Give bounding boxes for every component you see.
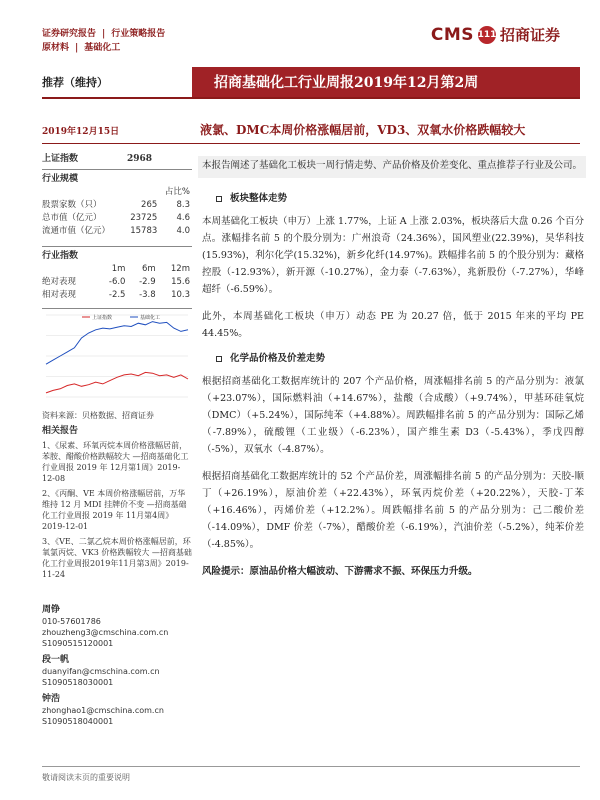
index-row xyxy=(42,152,192,167)
scale-label: 流通市值（亿元） xyxy=(42,226,111,236)
paragraph: 此外，本周基础化工板块（申万）动态 PE 为 20.27 倍，低于 2015 年来的平均 PE 44.45%。 xyxy=(202,311,584,339)
report-title-text: 招商基础化工行业周报2019年12月第2周 xyxy=(214,75,479,91)
perf-title: 行业指数 xyxy=(42,251,79,261)
table-row xyxy=(42,212,192,225)
related-item[interactable]: 1、《尿素、环氧丙烷本周价格涨幅居前，苯胺、醋酸价格跌幅较大 —招商基础化工行业周报 2019 年 12月第1周》2019-12-08 xyxy=(42,441,189,483)
company-logo xyxy=(431,24,560,45)
scale-pct: 4.0 xyxy=(176,226,190,236)
scale-value: 15783 xyxy=(130,226,158,236)
main-content xyxy=(202,156,584,580)
perf-header: 1m xyxy=(111,264,126,274)
paragraph: 根据招商基础化工数据库统计的 52 个产品价差，周涨幅排名前 5 的产品分别为：天胶-顺丁（+26.19%），原油价差（+22.43%），环氧丙烷价差（+20.22%），天胶-丁苯（+16.46%），丙烯价差（+12.2%）。周跌幅排名前 5 的产品分别为：己二酸价差（-14.09%），DMF 价差（-7%），醋酸价差（-6.19%），汽油价差（-5.2%），纯苯价差（-4.85%）。 xyxy=(202,471,584,550)
analyst-email[interactable]: zhouzheng3@cmschina.com.cn xyxy=(42,628,169,637)
footer-note: 敬请阅读末页的重要说明 xyxy=(42,773,130,782)
footer-divider xyxy=(42,766,580,767)
perf-value: -2.9 xyxy=(139,277,156,287)
related-item[interactable]: 2、《丙酮、VE 本周价格涨幅居前，万华维持 12 月 MDI 挂牌价不变 —招商基础化工行业周报 2019 年 11月第4周》2019-12-01 xyxy=(42,489,187,531)
perf-table xyxy=(42,263,192,302)
analyst-email[interactable]: duanyifan@cmschina.com.cn xyxy=(42,667,160,676)
perf-header: 6m xyxy=(141,264,156,274)
table-row xyxy=(42,263,192,276)
index-chart-svg xyxy=(42,309,192,409)
title-divider xyxy=(42,97,580,99)
subtitle-divider xyxy=(42,143,580,144)
perf-value: 10.3 xyxy=(171,290,190,300)
analyst-name: 周铮 xyxy=(42,605,61,615)
scale-value: 265 xyxy=(141,200,158,210)
scale-title: 行业规模 xyxy=(42,174,79,184)
legend-label: 基础化工 xyxy=(140,315,161,321)
summary-box xyxy=(198,156,586,178)
analyst-id: S1090518040001 xyxy=(42,717,114,726)
sidebar-divider xyxy=(42,169,192,170)
scale-pct: 8.3 xyxy=(176,200,190,210)
related-item[interactable]: 3、《VE、二氯乙烷本周价格涨幅居前，环氧氯丙烷、VK3 价格跌幅较大 —招商基础化工行业周报2019年11月第3周》2019-11-24 xyxy=(42,537,192,579)
index-value: 2968 xyxy=(126,154,152,164)
related-title: 相关报告 xyxy=(42,426,79,436)
analyst-id: S1090518030001 xyxy=(42,678,114,687)
sidebar-divider xyxy=(42,246,192,247)
risk-warning: 风险提示：原油品价格大幅波动、下游需求不振、环保压力升级。 xyxy=(202,566,478,577)
scale-label: 股票家数（只） xyxy=(42,200,102,210)
scale-table xyxy=(42,186,192,238)
legend-label: 上证指数 xyxy=(92,315,113,321)
scale-value: 23725 xyxy=(130,213,158,223)
scale-label: 总市值（亿元） xyxy=(42,213,102,223)
section-title: 化学品价格及价差走势 xyxy=(230,353,326,364)
index-chart xyxy=(42,308,192,408)
paragraph: 根据招商基础化工数据库统计的 207 个产品价格，周涨幅排名前 5 的产品分别为：液氯（+23.07%），国际燃料油（+14.67%），盐酸（合成酸）（+9.74%），甲基环硅氧烷（DMC）（+5.24%），国际纯苯（+4.88%）。周跌幅排名前 5 的产品分别为：国际乙烯（-7.89%），硫酸锂（工业级）（-6.23%），国产维生素 D3（-5.43%），季戊四醇（-5%），双氧水（-4.87%）。 xyxy=(202,376,584,455)
scale-pct: 4.6 xyxy=(176,213,190,223)
report-title xyxy=(192,67,580,97)
summary-text: 本报告阐述了基础化工板块一周行情走势、产品价格及价差变化、重点推荐子行业及公司。 xyxy=(202,160,583,171)
logo-text: CMS xyxy=(430,24,474,45)
header-tags xyxy=(42,27,165,55)
report-date: 2019年12月15日 xyxy=(42,127,120,137)
perf-value: -2.5 xyxy=(108,290,126,300)
logo-badge-icon: 111 xyxy=(478,26,496,44)
analyst-list xyxy=(42,605,192,727)
tag-report-subtype: 行业策略报告 xyxy=(111,29,166,39)
scale-header: 占比% xyxy=(164,187,190,197)
perf-label: 绝对表现 xyxy=(42,277,77,287)
perf-header: 12m xyxy=(170,264,190,274)
tag-separator: | xyxy=(75,43,79,53)
chart-source: 资料来源：贝格数据、招商证券 xyxy=(42,411,154,420)
section-heading xyxy=(216,190,584,207)
table-row xyxy=(42,186,192,199)
perf-value: 15.6 xyxy=(171,277,190,287)
tag-sector: 原材料 xyxy=(42,43,70,53)
analyst-phone: 010-57601786 xyxy=(42,617,101,626)
analyst-email[interactable]: zhonghao1@cmschina.com.cn xyxy=(42,706,164,715)
bullet-square-icon xyxy=(216,356,222,362)
perf-header xyxy=(42,263,97,276)
sidebar xyxy=(42,152,192,584)
perf-label: 相对表现 xyxy=(42,290,77,300)
chart-lines xyxy=(46,322,188,393)
section-title: 板块整体走势 xyxy=(230,193,288,204)
tag-separator: | xyxy=(102,29,106,39)
tag-report-type: 证券研究报告 xyxy=(42,29,97,39)
chart-series-line-2 xyxy=(46,322,188,365)
analyst-name: 钟浩 xyxy=(42,694,61,704)
section-heading xyxy=(216,350,584,367)
table-row xyxy=(42,276,192,289)
logo-cn-text: 招商证券 xyxy=(499,26,560,44)
index-label: 上证指数 xyxy=(42,154,79,164)
rating-label: 推荐（维持） xyxy=(42,76,108,89)
report-subtitle: 液氯、DMC本周价格涨幅居前，VD3、双氧水价格跌幅较大 xyxy=(200,123,526,137)
table-row xyxy=(42,289,192,302)
table-row xyxy=(42,225,192,238)
paragraph: 本周基础化工板块（申万）上涨 1.77%，上证 A 上涨 2.03%，板块落后大盘 0.26 个百分点。涨幅排名前 5 的个股分别为：广州浪奇（24.36%），国风塑业(22.39%)，昊华科技(15.93%)，利尔化学(15.32%)，新乡化纤(14.97%)。跌幅排名前 5 的个股分别为：藏格控股（-12.93%），新开源（-10.27%），金力泰（-7.63%），兆新股份（-7.27%），华峰超纤（-6.59%）。 xyxy=(202,216,584,295)
perf-value: -6.0 xyxy=(108,277,126,287)
table-row xyxy=(42,199,192,212)
chart-series-line-1 xyxy=(46,372,188,393)
tag-industry: 基础化工 xyxy=(84,43,121,53)
bullet-square-icon xyxy=(216,196,222,202)
analyst-id: S1090515120001 xyxy=(42,639,114,648)
perf-value: -3.8 xyxy=(139,290,156,300)
related-list xyxy=(42,440,192,580)
analyst-name: 段一帆 xyxy=(42,655,70,665)
